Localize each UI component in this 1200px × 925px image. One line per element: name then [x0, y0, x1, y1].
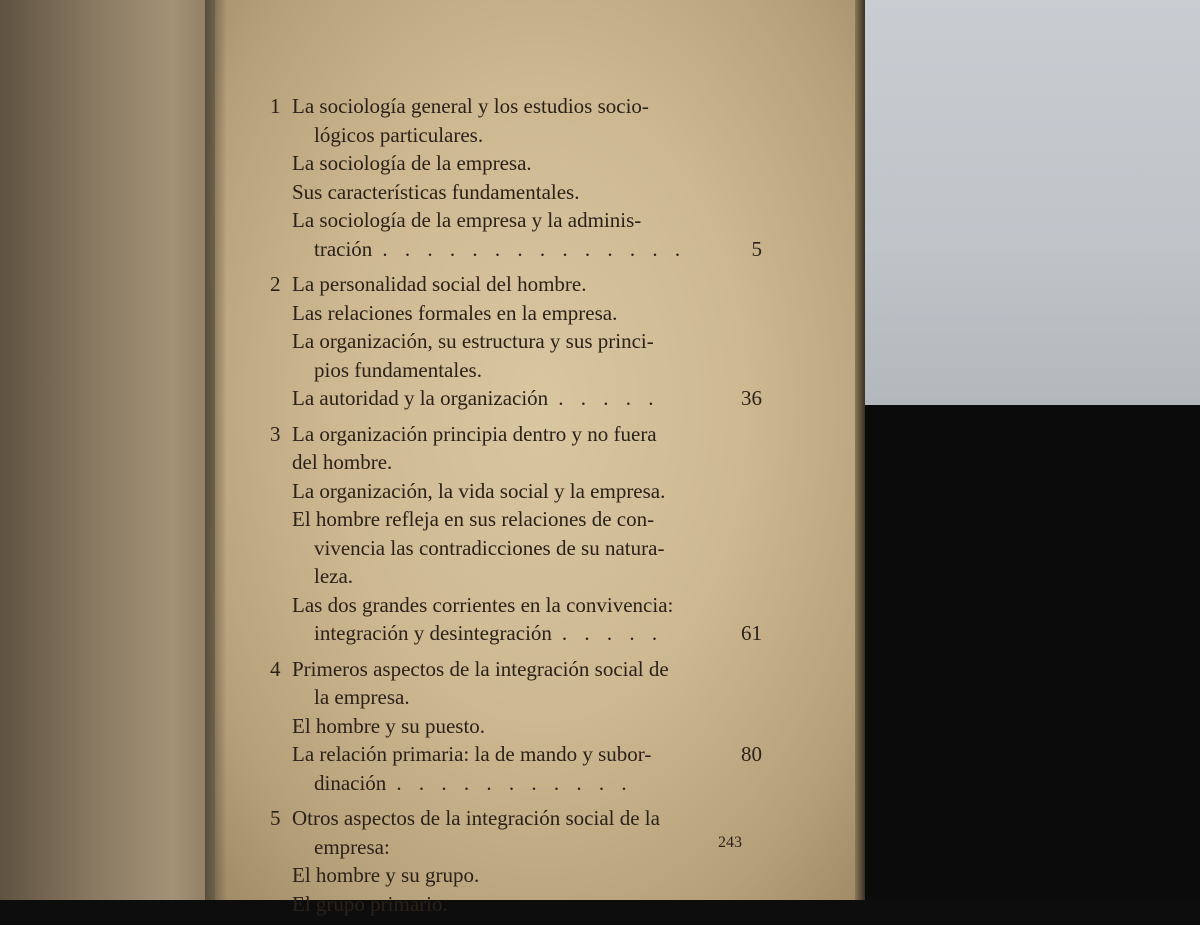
toc-line	[270, 683, 780, 712]
toc-line	[270, 235, 780, 264]
leader-dots: . . . . .	[561, 621, 664, 645]
leader-dots: . . . . . . . . . . .	[396, 770, 633, 795]
toc-chapter-3	[270, 420, 780, 648]
chapter-number: 4	[270, 656, 281, 681]
toc-line	[270, 356, 780, 385]
chapter-number: 2	[270, 272, 281, 296]
toc-line-text: Las dos grandes corrientes en la convivencia:	[292, 592, 674, 617]
toc-line	[270, 769, 780, 798]
toc-line	[270, 92, 780, 121]
toc-line-text: leza.	[314, 564, 354, 588]
toc-line	[270, 534, 780, 563]
page-number: 36	[741, 386, 762, 410]
page-edge	[855, 0, 865, 900]
toc-line	[270, 299, 780, 328]
toc-chapter-5	[270, 804, 780, 918]
toc-line	[270, 804, 780, 833]
toc-line	[270, 505, 780, 534]
page-number: 80	[741, 742, 762, 766]
chapter-number: 5	[270, 806, 281, 830]
toc-line	[270, 712, 780, 741]
toc-line	[270, 149, 780, 178]
toc-line-text: integración y desintegración	[314, 621, 552, 645]
toc-line-text: Otros aspectos de la integración social de la	[292, 806, 660, 830]
toc-line	[270, 861, 780, 890]
toc-line-text: La sociología general y los estudios socio-	[292, 94, 649, 118]
toc-line	[270, 420, 780, 449]
toc-line-text: La personalidad social del hombre.	[292, 272, 587, 296]
toc-line-text: dinación	[314, 770, 387, 795]
book-gutter	[205, 0, 227, 900]
toc-line	[270, 121, 780, 150]
toc-line	[270, 890, 780, 919]
toc-line	[270, 384, 780, 413]
chapter-number: 3	[270, 421, 281, 446]
table-of-contents	[270, 92, 780, 925]
background-wall	[860, 0, 1200, 405]
toc-line	[270, 178, 780, 207]
toc-line-text: El hombre y su puesto.	[292, 713, 486, 738]
toc-line	[270, 655, 780, 684]
toc-line-text: La relación primaria: la de mando y subor-	[292, 742, 652, 766]
toc-line	[270, 477, 780, 506]
toc-line	[270, 327, 780, 356]
toc-line-text: pios fundamentales.	[314, 357, 482, 382]
toc-line-text: Primeros aspectos de la integración social de	[292, 656, 669, 681]
toc-line-text: La sociología de la empresa.	[292, 151, 532, 175]
toc-line	[270, 270, 780, 299]
toc-line	[270, 448, 780, 477]
toc-chapter-4	[270, 655, 780, 798]
toc-line-text: La sociología de la empresa y la adminis-	[292, 208, 642, 232]
toc-line-text: La organización principia dentro y no fuera	[292, 421, 657, 446]
chapter-number: 1	[270, 94, 281, 118]
toc-chapter-2	[270, 270, 780, 413]
leader-dots: . . . . .	[558, 386, 660, 410]
toc-line-text: la empresa.	[314, 685, 410, 709]
toc-line-text: El hombre y su grupo.	[292, 863, 480, 887]
toc-line	[270, 833, 780, 862]
toc-line-text: La autoridad y la organización	[292, 386, 549, 410]
page-folio: 243	[718, 834, 742, 851]
toc-line-text: empresa:	[314, 834, 390, 859]
toc-line	[270, 619, 780, 648]
toc-line	[270, 562, 780, 591]
toc-line-text: vivencia las contradicciones de su natura-	[314, 535, 665, 560]
leader-dots: . . . . . . . . . . . . . .	[382, 236, 687, 261]
toc-line-text: Sus características fundamentales.	[292, 179, 580, 204]
toc-line-text: tración	[314, 236, 373, 261]
toc-line-text: El grupo primario.	[292, 891, 448, 916]
toc-line-text: El hombre refleja en sus relaciones de con-	[292, 507, 655, 531]
page-number: 5	[751, 236, 762, 261]
page-number: 61	[741, 621, 762, 645]
toc-line-text: del hombre.	[292, 450, 393, 474]
toc-line-text: La organización, su estructura y sus princi-	[292, 329, 654, 353]
toc-line-text: lógicos particulares.	[314, 122, 484, 147]
toc-line-text: Las relaciones formales en la empresa.	[292, 300, 618, 325]
toc-chapter-1	[270, 92, 780, 263]
background-dark	[840, 405, 1200, 900]
toc-line	[270, 206, 780, 235]
toc-line	[270, 591, 780, 620]
toc-line	[270, 740, 780, 769]
toc-line-text: La organización, la vida social y la empresa.	[292, 478, 666, 503]
left-page	[0, 0, 215, 900]
